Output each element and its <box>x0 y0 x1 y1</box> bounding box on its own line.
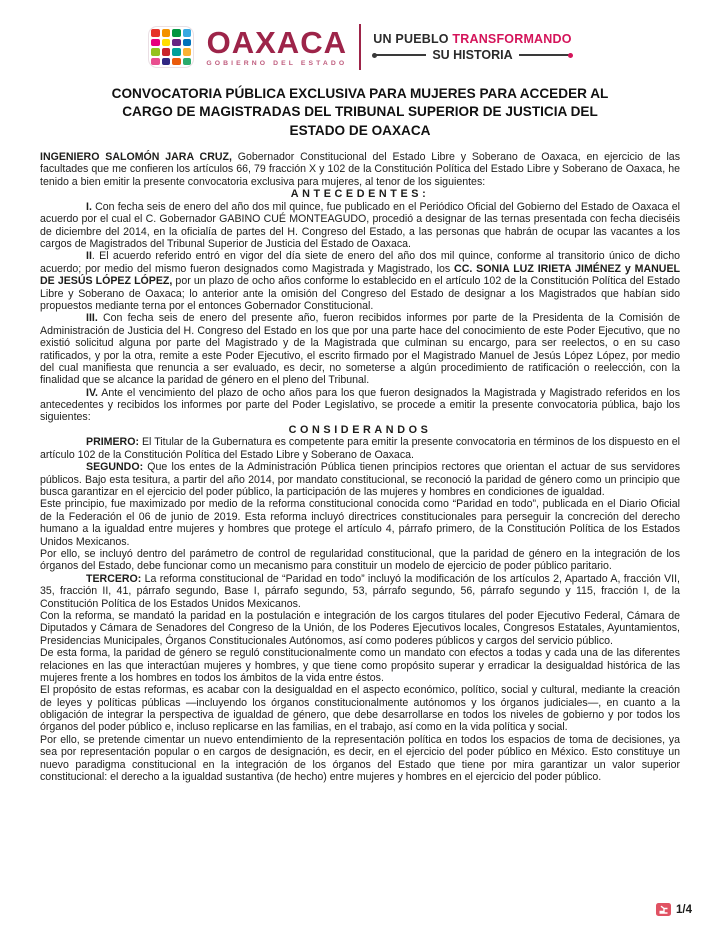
paragraph-text: Con fecha seis de enero del año dos mil quince, fue publicado en el Periódico Oficial del Gobierno del Estado de Oaxaca el acuerdo por el cual el C. Gobernador GABINO CUÉ MONTEAGUDO, procedió a designar de las ternas presentada con fecha dieciséis de diciembre del 2014, en la oficialía de partes del H. Congreso del Estado, a las personas que habrán de ocupar las vacantes a los cargos de Magistrados del Tribunal Superior de Justicia del Estado de Oaxaca. <box>40 200 680 250</box>
slogan-dark-text: UN PUEBLO <box>373 31 449 46</box>
paragraph-bold-text: II <box>86 250 92 263</box>
paragraph-text: Con fecha seis de enero del presente año, fueron recibidos informes por parte de la Presidenta de la Comisión de Administración de Justicia del H. Congreso del Estado en los que por una parte hace del conocimiento de este Poder Ejecutivo, que no existió solicitud alguna por parte del Magistrado y de la Magistrada que culminan su encargo, para ser reelectos, o en su caso ratificados, y por la otra, remite a este Poder Ejecutivo, el escrito firmado por el Magistrado Manuel de Jesús López López, por medio del cual manifiesta que renuncia a ser evaluado, es decir, no someterse a algún procedimiento de ratificación o reelección, con la finalidad que se alcance la paridad de género en el pleno del Tribunal. <box>40 312 680 387</box>
slogan-left-rule <box>374 54 426 56</box>
paragraph-bold-text: CC. SONIA LUZ IRIETA JIMÉNEZ y MANUEL DE JESÚS LÓPEZ LÓPEZ, <box>40 262 680 288</box>
paragraph-bold-text: IV. <box>86 386 98 399</box>
paragraph <box>40 250 680 312</box>
paragraph-text: . El acuerdo referido entró en vigor del día siete de enero del año dos mil quince, conforme al transitorio único de dicho acuerdo; por medio del mismo fueron designados como Magistrada y Magistrado, los <box>40 250 680 275</box>
emblem-tile <box>151 29 160 37</box>
paragraph <box>40 201 680 251</box>
paragraph-bold-text: TERCERO: <box>86 572 142 585</box>
paragraph-bold-text: PRIMERO: <box>86 436 139 449</box>
paragraph-text: Ante el vencimiento del plazo de ocho años para los que fueron designados la Magistrada y Magistrado referidos en los antecedentes y recibidos los informes por parte del Poder Legislativo, se procede a emitir la presente convocatoria pública, bajo los siguientes: <box>40 386 680 424</box>
oaxaca-emblem-icon <box>148 26 194 68</box>
paragraph <box>40 436 680 461</box>
paragraph <box>40 498 680 548</box>
slogan-accent-text: TRANSFORMANDO <box>452 31 572 46</box>
emblem-tile <box>183 39 192 47</box>
paragraph <box>40 734 680 784</box>
oaxaca-wordmark <box>206 24 348 68</box>
document-body <box>40 151 680 783</box>
emblem-tile <box>183 29 192 37</box>
emblem-tile <box>162 39 171 47</box>
paragraph-text: por un plazo de ocho años conforme lo establecido en el artículo 102 de la Constitución Política del Estado Libre y Soberano de Oaxaca; lo anterior ante la omisión del Congreso del Estado de designar a los Magistrados que habían sido propuestos mediante terna por el entonces Gobernador Constitucional. <box>40 275 680 312</box>
paragraph <box>40 461 680 498</box>
wordmark-subtext: GOBIERNO DEL ESTADO <box>206 59 348 67</box>
emblem-tile <box>151 58 160 66</box>
section-heading: CONSIDERANDOS <box>288 423 432 436</box>
wordmark-text: OAXACA <box>206 24 347 60</box>
emblem-tile <box>172 39 181 47</box>
paragraph-text: Que los entes de la Administración Pública tienen principios rectores que orientan el actuar de sus servidores públicos. Bajo esta tesitura, a partir del año 2014, por mandato constitucional, se reconoció la paridad de género como un principio que busca garantizar en el ejercicio del poder público, la participación de las mujeres y hombres en condiciones de igualdad. <box>40 461 680 499</box>
slogan-right-dot <box>568 53 573 58</box>
paragraph-text: Este principio, fue maximizado por medio de la reforma constitucional conocida como “Paridad en todo”, publicada en el Diario Oficial de la Federación el 06 de junio de 2019. Esta reforma incluyó directrices constitucionales para perseguir la concreción del derecho humano a la igualdad entre mujeres y hombres que protege el artículo 4, párrafo primero, de la Constitución Política de los Estados Unidos Mexicanos. <box>40 498 680 548</box>
paragraph <box>40 312 680 386</box>
paragraph <box>40 548 680 573</box>
slogan-line-2 <box>374 48 570 63</box>
paragraph <box>40 151 680 188</box>
emblem-tile <box>162 48 171 56</box>
paragraph <box>40 684 680 734</box>
footer-logo-icon <box>656 903 671 916</box>
paragraph-bold-text: INGENIERO SALOMÓN JARA CRUZ, <box>40 151 238 164</box>
slogan-line-1 <box>373 32 571 47</box>
paragraph-text: Gobernador Constitucional del Estado Libre y Soberano de Oaxaca, en ejercicio de las facultades que me confieren los artículos 66, 79 fracción X y 102 de la Constitución Política del Estado Libre y Soberano de Oaxaca, he tenido a bien emitir la presente convocatoria exclusiva para mujeres, al tenor de los siguientes: <box>40 151 680 188</box>
paragraph-text: El propósito de estas reformas, es acabar con la desigualdad en el aspecto económico, político, social y cultural, mediante la creación de leyes y políticas públicas —incluyendo los órganos constitucionalmente autónomos y los órganos judiciales—, en cuanto a la obligación de integrar la perspectiva de igualdad de género, que debe desarrollarse en todos los niveles de gobierno y por todos los órganos del poder público e, incluso replicarse en las familias, en el trabajo, así como en la vida política y social. <box>40 684 680 734</box>
paragraph-text: La reforma constitucional de “Paridad en todo” incluyó la modificación de los artículos 2, Apartado A, fracción VII, 35, fracción II, 41, párrafo segundo, Base I, párrafo segundo, 53, párrafo segundo, 56, párrafo segundo y 115, fracción I, de la Constitución Política de los Estados Unidos Mexicanos. <box>40 572 680 610</box>
paragraph <box>40 573 680 610</box>
emblem-tile <box>151 39 160 47</box>
paragraph-text: El Titular de la Gubernatura es competente para emitir la presente convocatoria en términos de los dispuesto en el artículo 102 de la Constitución Política del Estado Libre y Soberano de Oaxaca. <box>40 436 680 461</box>
document-header <box>40 24 680 70</box>
emblem-tile <box>172 29 181 37</box>
paragraph-text: Con la reforma, se mandató la paridad en la postulación e integración de los cargos titulares del poder Ejecutivo Federal, Cámara de Diputados y Cámara de Senadores del Congreso de la Unión, de los Poderes Ejecutivos locales, Congresos Estatales, Ayuntamientos, Presidencias Municipales, Órganos Constitucionales Autónomos, así como poderes públicos y cargos del servicio público. <box>40 609 680 647</box>
emblem-tile <box>162 29 171 37</box>
page-footer <box>656 903 692 916</box>
emblem-tile <box>172 58 181 66</box>
slogan-left-dot <box>372 53 377 58</box>
paragraph-text: De esta forma, la paridad de género se reguló constitucionalmente como un mandato con efectos a todas y cada una de las diferentes relaciones en las que interactúan mujeres y hombres, y que tiene como propósito superar y erradicar la desigualdad histórica de las mujeres frente a los hombres en todos los ámbitos de la vida entre éstos. <box>40 647 680 684</box>
document-title: CONVOCATORIA PÚBLICA EXCLUSIVA PARA MUJERES PARA ACCEDER AL CARGO DE MAGISTRADAS DEL TRIBUNAL SUPERIOR DE JUSTICIA DEL ESTADO DE OAXACA <box>111 86 609 138</box>
paragraph-text: Por ello, se pretende cimentar un nuevo entendimiento de la representación política en todos los espacios de toma de decisiones, ya sea por representación popular o en cargos de designación, es decir, en el ejercicio del poder público en México. Esto constituye un nuevo paradigma constitucional en la integración de los órganos del Estado que tiene por mira garantizar un valor superior constitucional: el derecho a la igualdad sustantiva (de hecho) entre mujeres y hombres en el ejercicio del poder público. <box>40 733 680 784</box>
header-divider <box>359 24 361 70</box>
emblem-tile <box>162 58 171 66</box>
paragraph <box>40 610 680 647</box>
slogan-history-text: SU HISTORIA <box>432 47 513 62</box>
emblem-tile <box>183 58 192 66</box>
paragraph-bold-text: I. <box>86 200 92 213</box>
paragraph <box>40 387 680 424</box>
page-indicator: 1/4 <box>676 903 692 916</box>
paragraph-bold-text: SEGUNDO: <box>86 461 144 474</box>
paragraph-bold-text: III. <box>86 312 98 325</box>
emblem-tile <box>172 48 181 56</box>
emblem-tile <box>183 48 192 56</box>
emblem-tile <box>151 48 160 56</box>
section-heading: ANTECEDENTES: <box>290 188 430 201</box>
state-slogan <box>373 32 571 63</box>
slogan-right-rule <box>519 54 571 56</box>
paragraph-text: Por ello, se incluyó dentro del parámetro de control de regularidad constitucional, que la paridad de género en la integración de los órganos del Estado, debe funcionar como un mecanismo para constituir un modelo de ejercicio de poder público paritario. <box>40 548 680 573</box>
paragraph <box>40 647 680 684</box>
